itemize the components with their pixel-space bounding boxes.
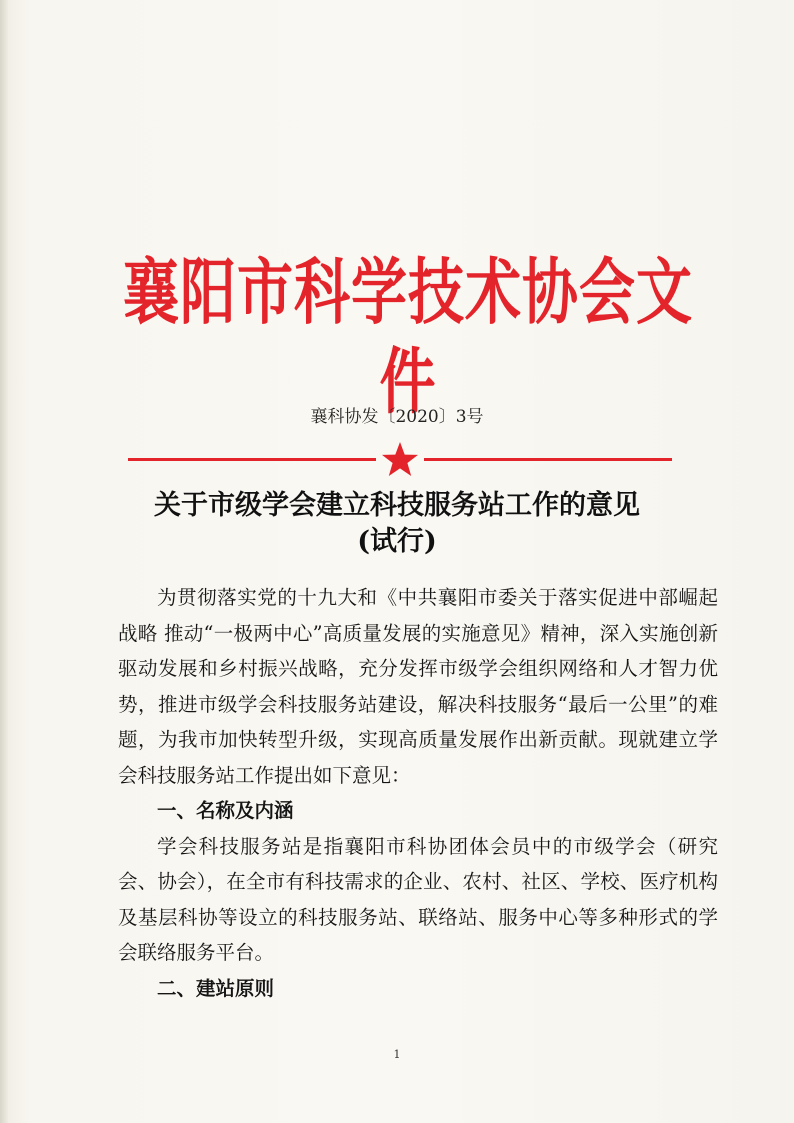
scan-edge-shadow	[0, 0, 8, 1123]
letterhead-title: 襄阳市科学技术协会文件	[123, 250, 693, 425]
red-rule-left	[128, 458, 376, 461]
document-number: 襄科协发〔2020〕3号	[310, 407, 484, 427]
red-star-icon	[380, 440, 420, 480]
page-number: 1	[393, 1048, 401, 1061]
intro-paragraph: 为贯彻落实党的十九大和《中共襄阳市委关于落实促进中部崛起战略 推动“一极两中心”高质量发展的实施意见》精神，深入实施创新驱动发展和乡村振兴战略，充分发挥市级学会组织网络和人才智力优势，推进市级学会科技服务站建设，解决科技服务“最后一公里”的难题，为我市加快转型升级，实现高质量发展作出新贡献。现就建立学会科技服务站工作提出如下意见：	[118, 586, 718, 787]
document-title: 关于市级学会建立科技服务站工作的意见	[154, 490, 640, 521]
section-heading-1: 一、名称及内涵	[157, 799, 294, 822]
document-subtitle: (试行)	[357, 526, 437, 557]
section-heading-2: 二、建站原则	[157, 976, 275, 1000]
red-rule-right	[424, 458, 672, 461]
section-1-paragraph: 学会科技服务站是指襄阳市科协团体会员中的市级学会（研究会、协会），在全市有科技需求的企业、农村、社区、学校、医疗机构及基层科协等设立的科技服务站、联络站、服务中心等多种形式的学会联络服务平台。	[118, 834, 718, 964]
document-body	[118, 580, 718, 1006]
